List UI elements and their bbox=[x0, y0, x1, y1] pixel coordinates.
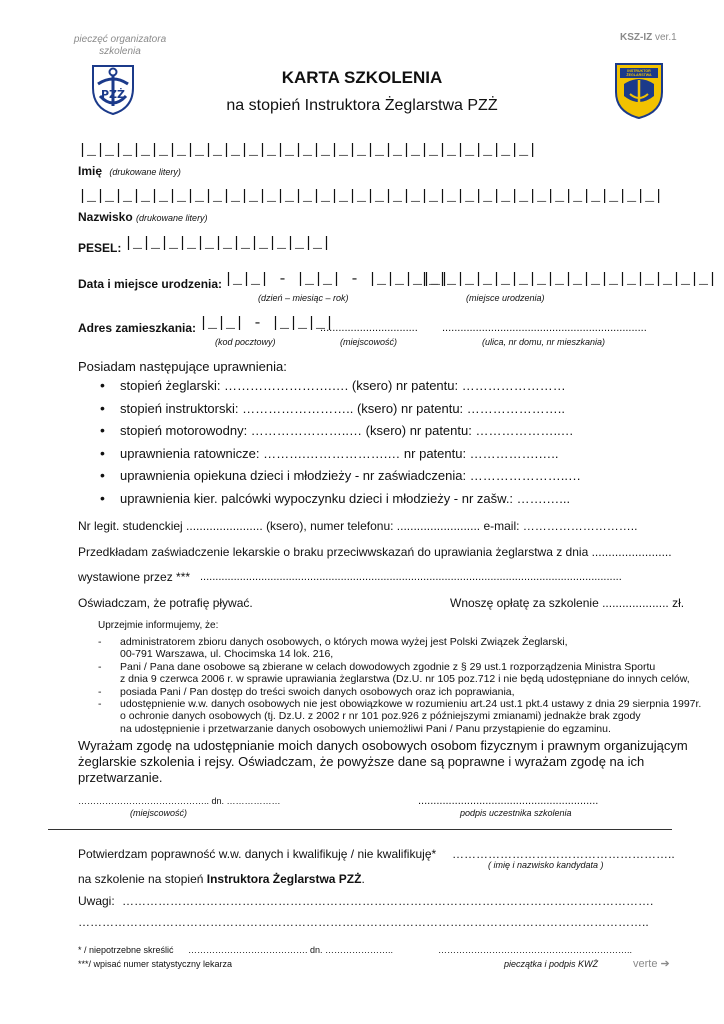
privacy-item-voluntary bbox=[98, 698, 701, 735]
remarks-label: Uwagi: bbox=[78, 894, 115, 908]
privacy-item-line: o ochronie danych osobowych (tj. Dz.U. z 2002 r nr 101 poz.926 z późniejszymi zmianami) jednakże brak zgody bbox=[120, 710, 641, 723]
kwz-stamp-field[interactable]: ……………………………………………………….. bbox=[438, 945, 633, 955]
participant-signature-field[interactable]: ........................................................... bbox=[418, 795, 599, 807]
swim-statement: Oświadczam, że potrafię pływać. bbox=[78, 596, 253, 610]
form-code-id: KSZ-IZ bbox=[620, 32, 653, 43]
form-version: ver.1 bbox=[655, 32, 677, 43]
pzz-logo-text: PZŻ bbox=[100, 88, 126, 101]
place-date-field[interactable]: …………………………………….. dn. ……………… bbox=[78, 796, 281, 806]
first-name-label-row bbox=[78, 164, 181, 178]
course-name: Instruktora Żeglarstwa PZŻ bbox=[206, 872, 362, 886]
first-name-hint: (drukowane litery) bbox=[109, 167, 181, 177]
privacy-item-line: udostępnienie w.w. danych osobowych nie jest obowiązkowe w rozumieniu art.24 ust.1 pkt.4 ustawy z dnia 29 sierpnia 1997r. bbox=[120, 698, 702, 711]
qualification-confirmation: Potwierdzam poprawność w.w. danych i kwalifikuję / nie kwalifikuję* bbox=[78, 847, 437, 861]
privacy-item-line: administratorem zbioru danych osobowych, o których mowa wyżej jest Polski Związek Żeglarski, bbox=[120, 636, 568, 648]
last-name-label-row bbox=[78, 210, 208, 224]
kwz-stamp-hint: pieczątka i podpis KWŻ bbox=[504, 959, 599, 969]
first-name-label: Imię bbox=[78, 164, 103, 178]
last-name-boxes[interactable]: |_|_|_|_|_|_|_|_|_|_|_|_|_|_|_|_|_|_|_|_|_|_|_|_|_|_|_|_|_|_|_|_| bbox=[78, 188, 664, 205]
organizer-stamp-label: pieczęć organizatora szkolenia bbox=[73, 34, 167, 57]
birth-place-hint: (miejsce urodzenia) bbox=[466, 293, 545, 303]
consent-line: Wyrażam zgodę na udostępnianie moich danych osobowych osobom fizycznym i prawnym organizującym bbox=[78, 738, 688, 753]
footnote-doctor-number: ***/ wpisać numer statystyczny lekarza bbox=[78, 959, 233, 969]
street-field[interactable]: ................................................................... bbox=[442, 322, 647, 334]
student-id-phone-email-line[interactable]: Nr legit. studenckiej ....................... (ksero), numer telefonu: ......................... e-mail: ……………………….. bbox=[78, 519, 638, 533]
kwz-place-date-field[interactable]: …………………………………. dn. ………………….. bbox=[188, 945, 394, 955]
last-name-label: Nazwisko bbox=[78, 210, 133, 224]
city-field[interactable]: ................................ bbox=[320, 322, 418, 334]
street-hint: (ulica, nr domu, nr mieszkania) bbox=[482, 337, 606, 347]
privacy-item-purpose bbox=[98, 661, 701, 686]
course-line bbox=[78, 872, 365, 886]
city-hint: (miejscowość) bbox=[340, 337, 398, 347]
page-subtitle: na stopień Instruktora Żeglarstwa PZŻ bbox=[226, 97, 498, 114]
privacy-item-line: 00-791 Warszawa, ul. Chocimska 14 lok. 216, bbox=[120, 648, 334, 661]
privacy-dash: - bbox=[98, 636, 102, 648]
birth-date-hint: (dzień – miesiąc – rok) bbox=[258, 293, 349, 303]
remarks-field-line-1[interactable]: ……………………………………………………………………………………………………………………. bbox=[122, 894, 654, 908]
qualifications-list bbox=[100, 378, 581, 514]
consent-statement bbox=[78, 738, 688, 786]
qualification-camp-manager[interactable]: • uprawnienia kier. palcówki wypoczynku dzieci i młodzieży - nr zašw.: …….…... bbox=[100, 491, 581, 514]
footnote-strike: * / niepotrzebne skreślić bbox=[78, 945, 174, 955]
consent-line: żeglarskie szkolenia i rejsy. Oświadczam, że powyższe dane są poprawne i wyrażam zgodę na ich bbox=[78, 754, 645, 769]
qualification-youth-guardian[interactable]: • uprawnienia opiekuna dzieci i młodzieży - nr zaświadczenia: …………………..… bbox=[100, 468, 581, 491]
instructor-badge-text: INSTRUKTOR ŻEGLARSTWA bbox=[626, 69, 652, 77]
privacy-dash: - bbox=[98, 660, 102, 673]
page-title: KARTA SZKOLENIA bbox=[281, 68, 443, 87]
qualifications-intro: Posiadam następujące uprawnienia: bbox=[78, 359, 287, 374]
privacy-dash: - bbox=[98, 685, 102, 698]
candidate-name-field[interactable]: ……………………………………………….. bbox=[452, 847, 675, 861]
qualification-motorboat[interactable]: • stopień motorowodny: …………………..… (ksero) nr patentu: ………………..… bbox=[100, 423, 581, 446]
privacy-item-line: posiada Pani / Pan dostęp do treści swoich danych osobowych oraz ich poprawiania, bbox=[120, 685, 515, 698]
pesel-boxes[interactable]: |_|_|_|_|_|_|_|_|_|_|_| bbox=[124, 235, 332, 252]
privacy-item-access bbox=[98, 686, 701, 698]
privacy-item-line: Pani / Pana dane osobowe są zbierane w celach dowodowych zgodnie z § 29 ust.1 rozporządzenia Ministra Sportu bbox=[120, 660, 656, 673]
qualification-instructor[interactable]: • stopień instruktorski: …………………….. (ksero) nr patentu: ………………….. bbox=[100, 401, 581, 424]
pesel-label: PESEL: bbox=[78, 241, 122, 255]
course-suffix: . bbox=[361, 872, 365, 886]
postal-hint: (kod pocztowy) bbox=[215, 337, 276, 347]
section-divider bbox=[48, 829, 672, 830]
course-prefix: na szkolenie na stopień bbox=[78, 872, 207, 886]
issued-by-label: wystawione przez *** bbox=[78, 570, 191, 584]
qualification-sailing[interactable]: • stopień żeglarski: …………………….…. (ksero) nr patentu: …………………… bbox=[100, 378, 581, 401]
consent-line: przetwarzanie. bbox=[78, 770, 163, 785]
medical-certificate-line[interactable]: Przedkładam zaświadczenie lekarskie o braku przeciwwskazań do uprawiania żeglarstwa z dnia ........................ bbox=[78, 545, 672, 559]
last-name-hint: (drukowane litery) bbox=[136, 213, 208, 223]
first-name-boxes[interactable]: |_|_|_|_|_|_|_|_|_|_|_|_|_|_|_|_|_|_|_|_|_|_|_|_|_| bbox=[78, 142, 538, 159]
qualification-rescue[interactable]: • uprawnienia ratownicze: ……….……………….… nr patentu: …………….….. bbox=[100, 446, 581, 469]
fee-statement[interactable]: Wnoszę opłatę za szkolenie .................... zł. bbox=[450, 596, 685, 610]
privacy-item-administrator bbox=[98, 636, 701, 661]
remarks-field-line-2[interactable]: …………………………………………………………………………………………………………………………….. bbox=[78, 915, 649, 929]
birth-date-boxes[interactable]: |_|_| - |_|_| - |_|_|_|_| bbox=[224, 271, 450, 288]
verte-next-page-link[interactable]: verte ➔ bbox=[633, 958, 670, 970]
place-hint: (miejscowość) bbox=[130, 808, 188, 818]
privacy-item-line: z dnia 9 czerwca 2006 r. w sprawie uprawiania żeglarstwa (Dz.U. nr 105 poz.712 i nie będą udostępniane do innych celów, bbox=[120, 673, 690, 686]
candidate-name-hint: ( imię i nazwisko kandydata ) bbox=[488, 860, 604, 870]
privacy-list bbox=[98, 636, 701, 735]
issued-by-field[interactable]: .......................................................................................................................................... bbox=[200, 571, 622, 583]
privacy-item-line: na udostępnienie i przetwarzanie danych osobowych uniemożliwi Pani / Panu przystąpienie do egzaminu. bbox=[120, 722, 611, 735]
birth-place-boxes[interactable]: |_|_|_|_|_|_|_|_|_|_|_|_|_|_|_|_| bbox=[420, 271, 718, 288]
postal-code-boxes[interactable]: |_|_| - |_|_|_| bbox=[199, 315, 335, 332]
participant-signature-hint: podpis uczestnika szkolenia bbox=[460, 808, 572, 818]
form-code bbox=[620, 32, 677, 43]
privacy-intro: Uprzejmie informujemy, że: bbox=[98, 620, 219, 631]
address-label: Adres zamieszkania: bbox=[78, 321, 197, 335]
privacy-dash: - bbox=[98, 698, 102, 711]
birth-label: Data i miejsce urodzenia: bbox=[78, 277, 223, 291]
